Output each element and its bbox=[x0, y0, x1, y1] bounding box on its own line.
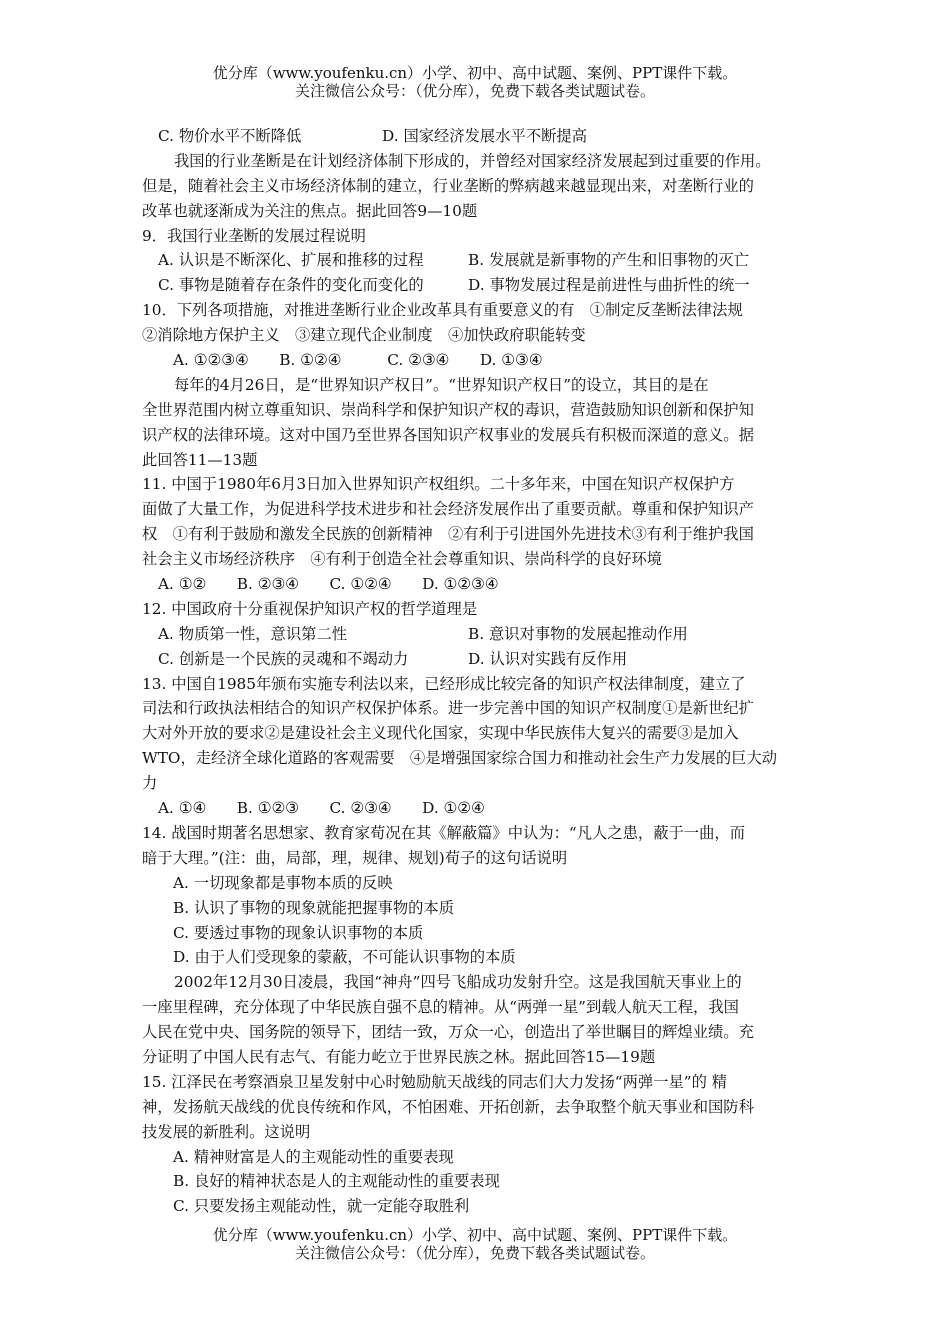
question-12: 12. 中国政府十分重视保护知识产权的哲学道理是 bbox=[142, 599, 478, 618]
header-line-2: 关注微信公众号：（优分库），免费下载各类试题试卷。 bbox=[294, 82, 655, 100]
page-header bbox=[0, 64, 950, 100]
question-line: 技发展的新胜利。这说明 bbox=[142, 1122, 311, 1141]
option-a: A. 认识是不断深化、扩展和推移的过程 bbox=[158, 251, 424, 270]
option-c: C. 创新是一个民族的灵魂和不竭动力 bbox=[158, 649, 409, 668]
option-b: B. 发展就是新事物的产生和旧事物的灭亡 bbox=[468, 251, 750, 270]
paragraph-line: 分证明了中国人民有志气、有能力屹立于世界民族之林。据此回答15—19题 bbox=[142, 1047, 656, 1066]
option-d: D. 事物发展过程是前进性与曲折性的统一 bbox=[468, 276, 750, 295]
question-9: 9．我国行业垄断的发展过程说明 bbox=[142, 226, 366, 245]
option-a: A. 一切现象都是事物本质的反映 bbox=[173, 873, 393, 892]
option-c: C. 事物是随着存在条件的变化而变化的 bbox=[158, 276, 424, 295]
option-row bbox=[142, 647, 818, 672]
footer-line-2: 关注微信公众号：（优分库），免费下载各类试题试卷。 bbox=[294, 1244, 655, 1262]
option-d: D. 认识对实践有反作用 bbox=[468, 649, 628, 668]
question-line: 社会主义市场经济秩序 ④有利于创造全社会尊重知识、崇尚科学的良好环境 bbox=[142, 550, 663, 569]
question-line: 神，发扬航天战线的优良传统和作风，不怕困难、开拓创新，去争取整个航天事业和国防科 bbox=[142, 1097, 754, 1116]
question-line: 司法和行政执法相结合的知识产权保护体系。进一步完善中国的知识产权制度①是新世纪扩 bbox=[142, 699, 754, 718]
question-10: 10．下列各项措施，对推进垄断行业企业改革具有重要意义的有 ①制定反垄断法律法规 bbox=[142, 301, 743, 320]
header-line-1: 优分库（www.youfenku.cn）小学、初中、高中试题、案例、PPT课件下载。 bbox=[212, 64, 738, 82]
option-c: C. 物价水平不断降低 bbox=[158, 127, 302, 145]
question-line: 暗于大理。”(注：曲，局部，理，规律、规划)荀子的这句话说明 bbox=[142, 848, 568, 867]
paragraph-line: 人民在党中央、国务院的领导下，团结一致，万众一心，创造出了举世瞩目的辉煌业绩。充 bbox=[142, 1023, 754, 1042]
document-body bbox=[142, 124, 818, 1219]
page-footer bbox=[0, 1226, 950, 1262]
option-b: B. 意识对事物的发展起推动作用 bbox=[468, 624, 688, 643]
question-15: 15. 江泽民在考察酒泉卫星发射中心时勉励航天战线的同志们大力发扬“两弹一星”的 精 bbox=[142, 1072, 728, 1091]
option-row bbox=[142, 622, 818, 647]
option-c: C. 要透过事物的现象认识事物的本质 bbox=[173, 923, 424, 942]
question-14: 14. 战国时期著名思想家、教育家荀况在其《解蔽篇》中认为：“凡人之患，蔽于一曲，而 bbox=[142, 823, 745, 842]
footer-line-1: 优分库（www.youfenku.cn）小学、初中、高中试题、案例、PPT课件下载。 bbox=[212, 1226, 738, 1244]
option-b: B. 认识了事物的现象就能把握事物的本质 bbox=[173, 898, 455, 917]
answer-options: A. ①②③④ B. ①②④ C. ②③④ D. ①③④ bbox=[173, 351, 543, 370]
paragraph-line: 每年的4月26日，是“世界知识产权日”。“世界知识产权日”的设立，其目的是在 bbox=[174, 375, 709, 394]
question-line: WTO，走经济全球化道路的客观需要 ④是增强国家综合国力和推动社会生产力发展的巨大动 bbox=[142, 749, 778, 768]
option-a: A. 物质第一性，意识第二性 bbox=[158, 624, 348, 643]
option-b: B. 良好的精神状态是人的主观能动性的重要表现 bbox=[173, 1172, 500, 1191]
question-line: ②消除地方保护主义 ③建立现代企业制度 ④加快政府职能转变 bbox=[142, 326, 586, 345]
paragraph-line: 2002年12月30日凌晨，我国“神舟”四号飞船成功发射升空。这是我国航天事业上的 bbox=[174, 973, 742, 992]
paragraph-line: 但是，随着社会主义市场经济体制的建立，行业垄断的弊病越来越显现出来，对垄断行业的 bbox=[142, 176, 754, 195]
question-line: 权 ①有利于鼓励和激发全民族的创新精神 ②有利于引进国外先进技术③有利于维护我国 bbox=[142, 525, 754, 544]
option-row bbox=[142, 248, 818, 273]
question-line: 面做了大量工作，为促进科学技术进步和社会经济发展作出了重要贡献。尊重和保护知识产 bbox=[142, 500, 754, 519]
question-line: 大对外开放的要求②是建设社会主义现代化国家，实现中华民族伟大复兴的需要③是加入 bbox=[142, 724, 739, 743]
question-line: 力 bbox=[142, 774, 158, 793]
option-a: A. 精神财富是人的主观能动性的重要表现 bbox=[173, 1147, 454, 1166]
paragraph-line: 识产权的法律环境。这对中国乃至世界各国知识产权事业的发展兵有积极而深道的意义。据 bbox=[142, 425, 754, 444]
option-c: C. 只要发扬主观能动性，就一定能夺取胜利 bbox=[173, 1197, 470, 1216]
option-row bbox=[142, 124, 818, 149]
question-11: 11. 中国于1980年6月3日加入世界知识产权组织。二十多年来，中国在知识产权保护方 bbox=[142, 475, 735, 494]
option-d: D. 国家经济发展水平不断提高 bbox=[382, 127, 588, 145]
answer-options: A. ①④ B. ①②③ C. ②③④ D. ①②④ bbox=[158, 799, 485, 818]
question-13: 13. 中国自1985年颁布实施专利法以来，已经形成比较完备的知识产权法律制度，建立了 bbox=[142, 674, 746, 693]
option-row bbox=[142, 273, 818, 298]
answer-options: A. ①② B. ②③④ C. ①②④ D. ①②③④ bbox=[158, 575, 499, 594]
paragraph-line: 改革也就逐渐成为关注的焦点。据此回答9—10题 bbox=[142, 201, 478, 220]
paragraph-line: 全世界范围内树立尊重知识、崇尚科学和保护知识产权的毒识，营造鼓励知识创新和保护知 bbox=[142, 400, 754, 419]
option-d: D. 由于人们受现象的蒙蔽，不可能认识事物的本质 bbox=[173, 948, 516, 967]
paragraph-line: 一座里程碑，充分体现了中华民族自强不息的精神。从“两弹一星”到载人航天工程，我国 bbox=[142, 998, 739, 1017]
paragraph-line: 此回答11—13题 bbox=[142, 450, 258, 469]
paragraph-line: 我国的行业垄断是在计划经济体制下形成的，并曾经对国家经济发展起到过重要的作用。 bbox=[174, 151, 771, 170]
